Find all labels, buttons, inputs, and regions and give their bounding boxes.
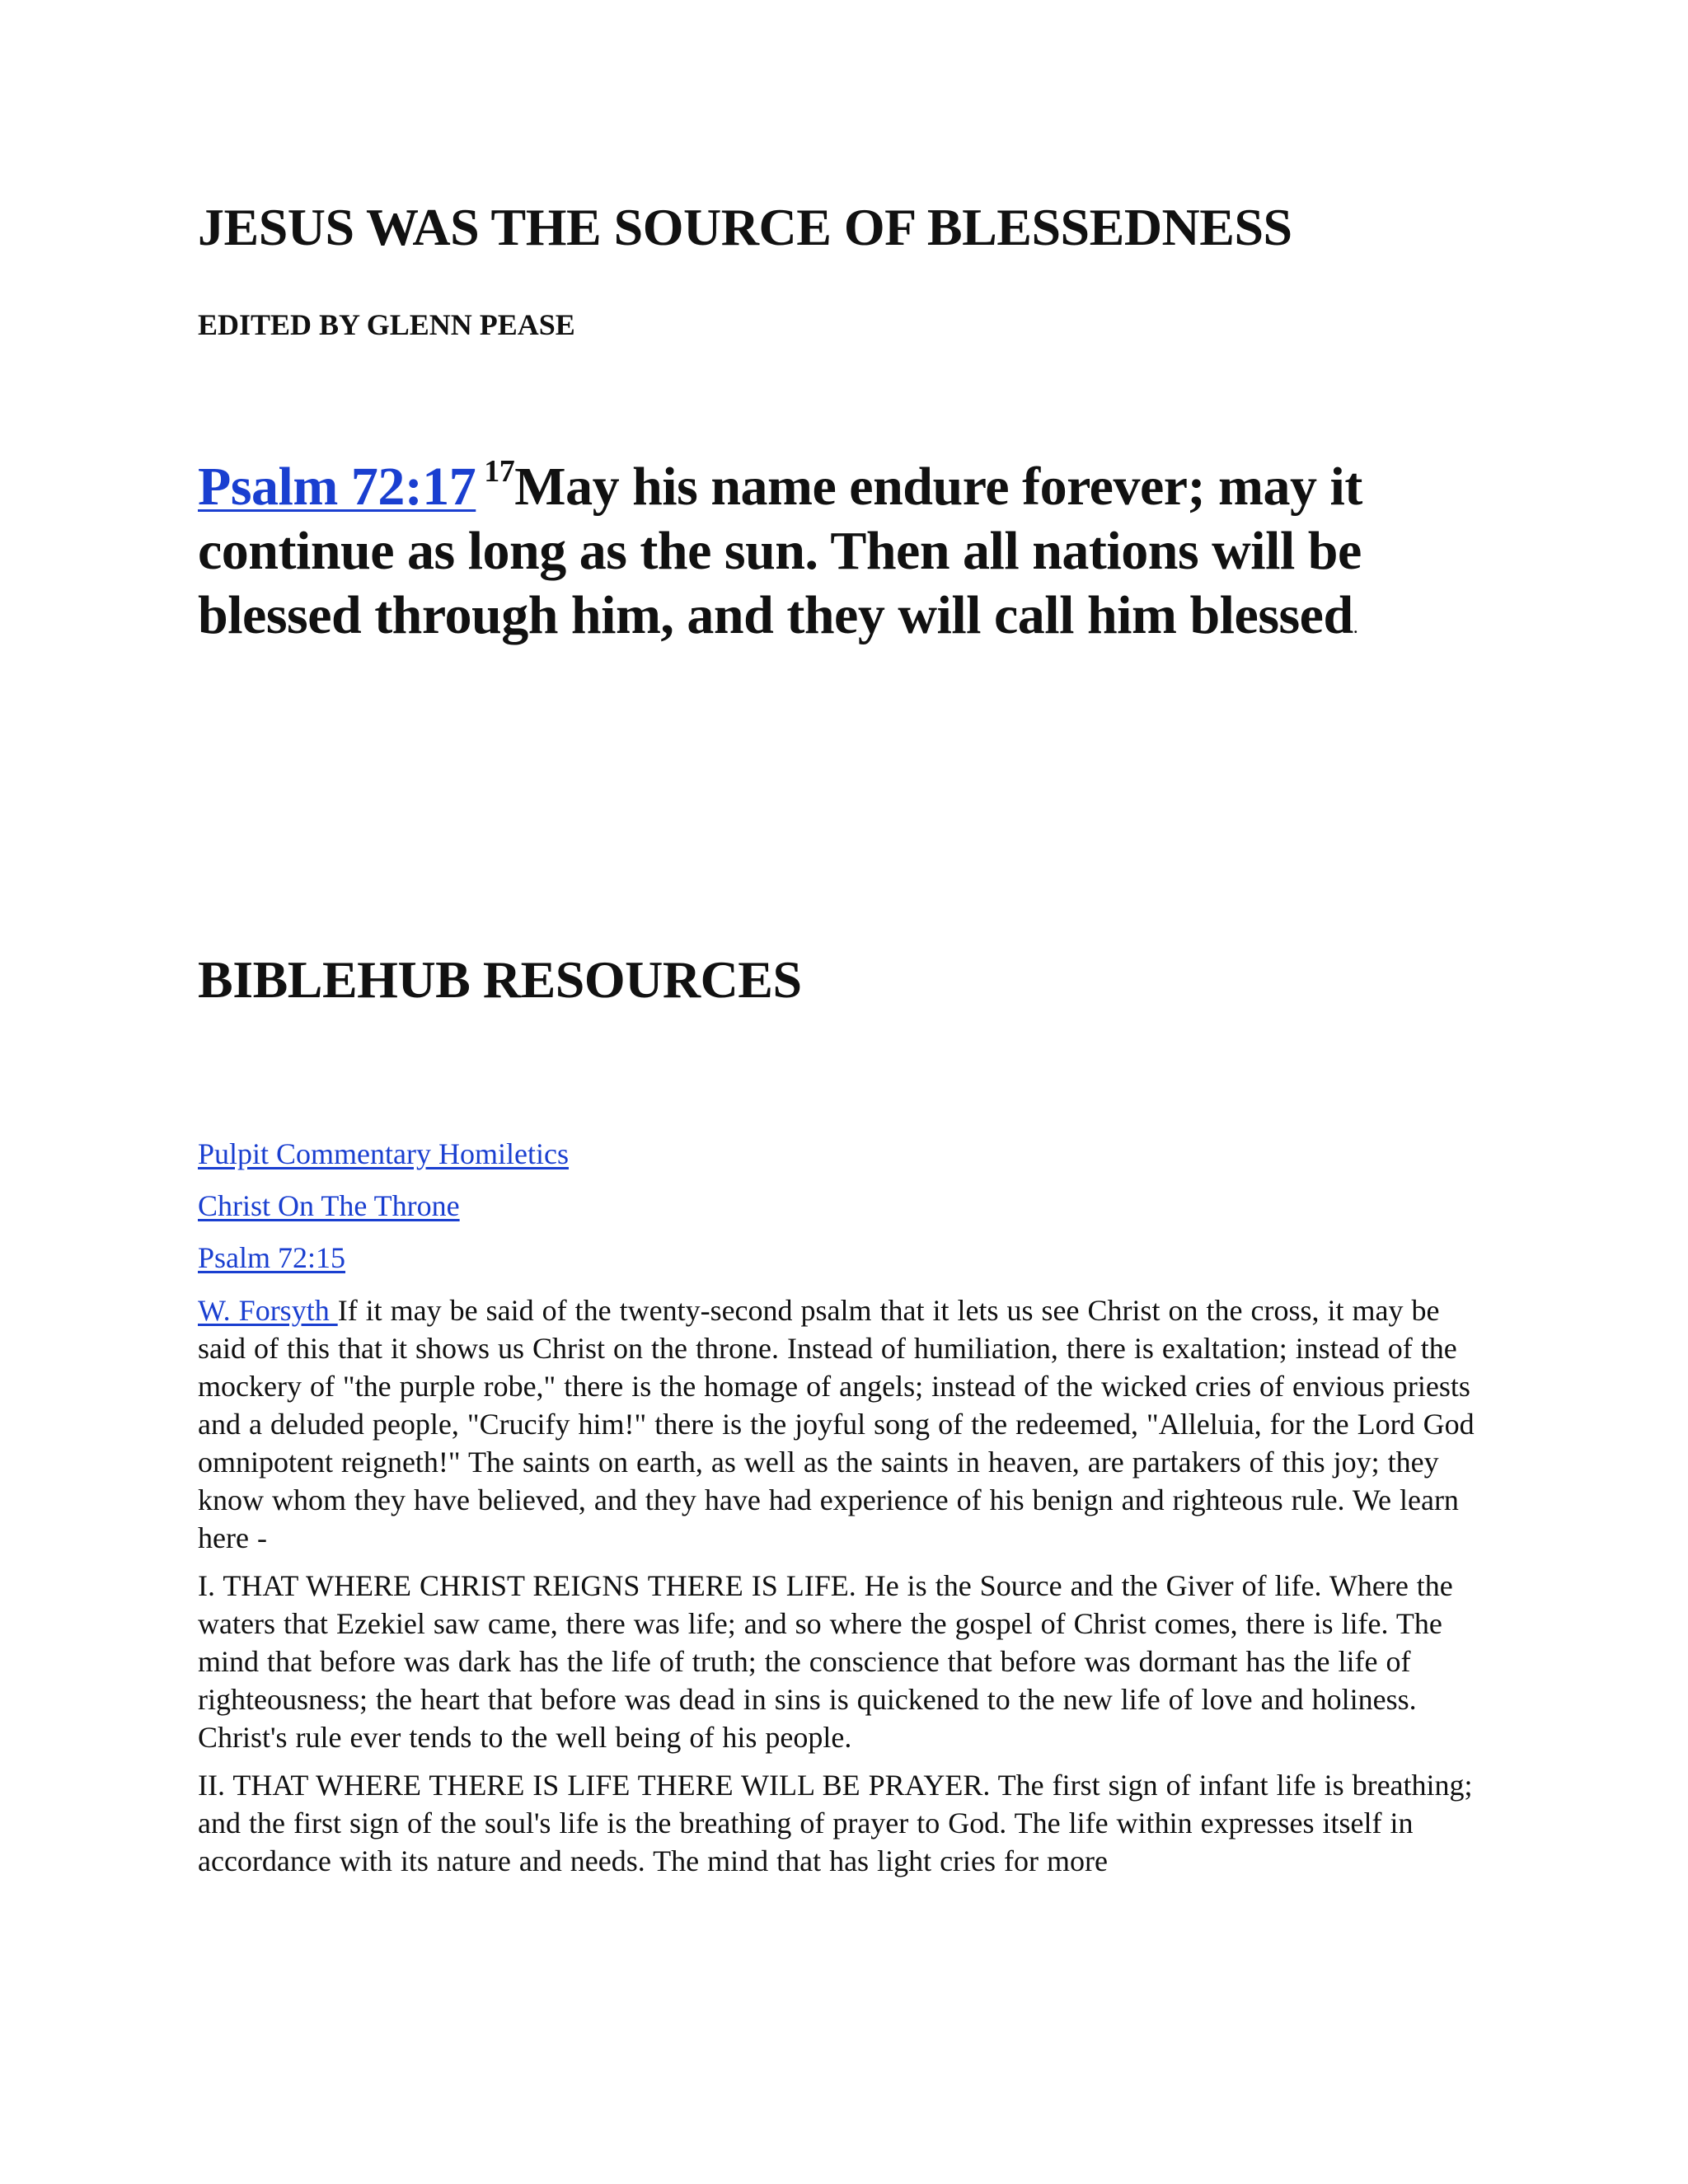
verse-text: May his name endure forever; may it continue as long as the sun. Then all nations will be blessed through him, and they will call him blessed: [198, 457, 1362, 645]
verse-end-mark: .: [1353, 616, 1358, 638]
verse-number: 17: [484, 454, 515, 489]
paragraph-point-one: I. THAT WHERE CHRIST REIGNS THERE IS LIFE. He is the Source and the Giver of life. Where the waters that Ezekiel saw came, there was life; and so where the gospel of Christ comes, there is life. The mind that before was dark has the life of truth; the conscience that before was dormant has the life of righteousness; the heart that before was dead in sins is quickened to the new life of love and holiness. Christ's rule ever tends to the well being of his people.: [198, 1569, 1453, 1754]
document-content: [198, 191, 1475, 1890]
paragraph-intro: [198, 1291, 1475, 1557]
author-link[interactable]: W. Forsyth: [198, 1294, 338, 1327]
paragraph-text: If it may be said of the twenty-second psalm that it lets us see Christ on the cross, it may be said of this that it shows us Christ on the throne. Instead of humiliation, there is exaltation; instead of the mockery of "the purple robe," there is the homage of angels; instead of the wicked cries of envious priests and a deluded people, "Crucify him!" there is the joyful song of the redeemed, "Alleluia, for the Lord God omnipotent reigneth!" The saints on earth, as well as the saints in heaven, are partakers of this joy; they know whom they have believed, and they have had experience of his benign and righteous rule. We learn here -: [198, 1294, 1475, 1554]
link-pulpit-commentary[interactable]: Pulpit Commentary Homiletics: [198, 1137, 569, 1170]
paragraph-point-two: II. THAT WHERE THERE IS LIFE THERE WILL BE PRAYER. The first sign of infant life is breathing; and the first sign of the soul's life is the breathing of prayer to God. The life within expresses itself in accordance with its nature and needs. The mind that has light cries for more: [198, 1769, 1473, 1877]
link-psalm-72-15[interactable]: Psalm 72:15: [198, 1241, 346, 1274]
resource-links: [198, 1136, 1475, 1276]
section-heading: BIBLEHUB RESOURCES: [198, 950, 802, 1009]
document-title: JESUS WAS THE SOURCE OF BLESSEDNESS: [198, 198, 1292, 256]
verse-block: [198, 455, 1475, 659]
document-subtitle: EDITED BY GLENN PEASE: [198, 308, 575, 341]
verse-reference-link[interactable]: Psalm 72:17: [198, 457, 476, 517]
link-christ-on-the-throne[interactable]: Christ On The Throne: [198, 1189, 460, 1222]
